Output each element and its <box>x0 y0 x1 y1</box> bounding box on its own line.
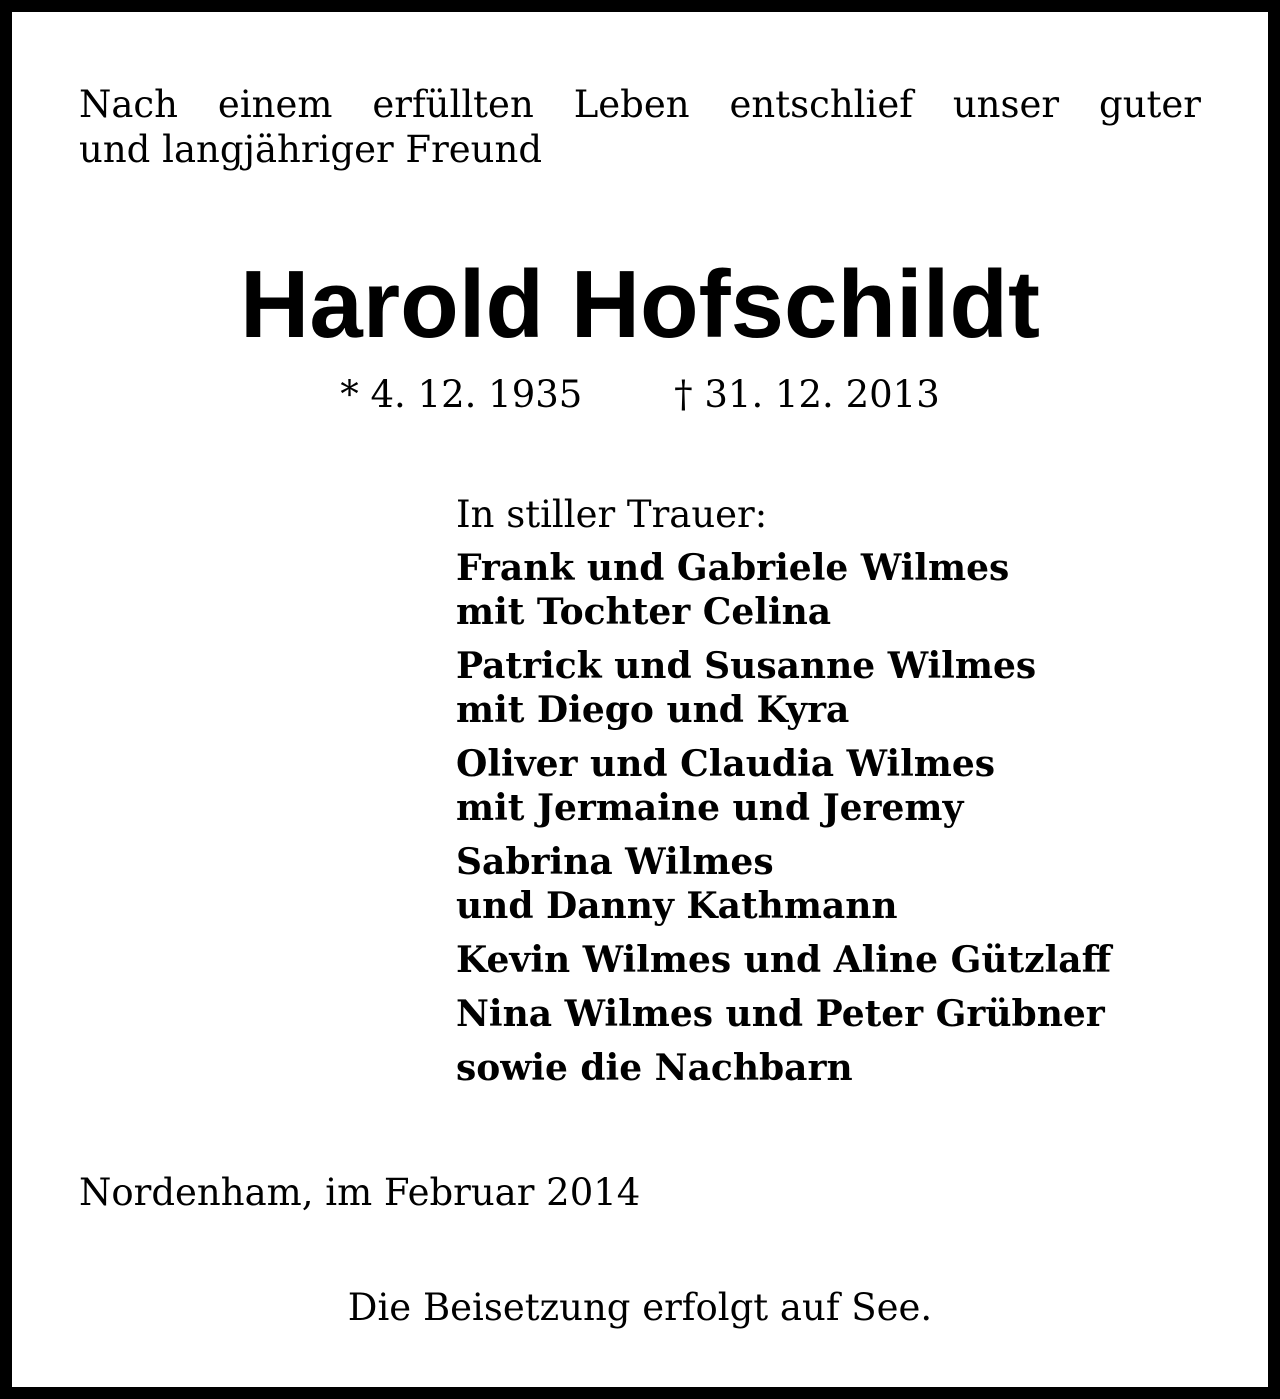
mourner-line: Oliver und Claudia Wilmes <box>456 743 996 785</box>
place-date: Nordenham, im Februar 2014 <box>79 1171 641 1214</box>
mourners-list <box>456 492 1216 1100</box>
mourner-group <box>456 742 1216 830</box>
mourner-line: mit Tochter Celina <box>456 591 832 633</box>
burial-note: Die Beisetzung erfolgt auf See. <box>347 1286 933 1329</box>
mourner-line: und Danny Kathmann <box>456 885 898 927</box>
mourner-group <box>456 1046 1216 1090</box>
intro-text <box>79 82 1201 172</box>
mourner-group <box>456 546 1216 634</box>
mourner-line: mit Diego und Kyra <box>456 689 850 731</box>
deceased-name: Harold Hofschildt <box>239 251 1040 358</box>
mourner-group <box>456 992 1216 1036</box>
mourning-label: In stiller Trauer: <box>456 493 768 536</box>
life-dates <box>12 372 1268 418</box>
mourner-group <box>456 938 1216 982</box>
intro-line: Nach einem erfüllten Leben entschlief unser guter <box>79 83 1201 126</box>
mourner-line: sowie die Nachbarn <box>456 1047 853 1089</box>
birth-date: * 4. 12. 1935 <box>340 373 583 416</box>
mourner-line: Nina Wilmes und Peter Grübner <box>456 993 1105 1035</box>
intro-line: und langjähriger Freund <box>79 128 543 171</box>
death-date: † 31. 12. 2013 <box>674 373 940 416</box>
mourner-group <box>456 644 1216 732</box>
mourner-line: Frank und Gabriele Wilmes <box>456 547 1010 589</box>
mourner-line: Kevin Wilmes und Aline Gützlaff <box>456 939 1112 981</box>
mourner-line: Sabrina Wilmes <box>456 841 774 883</box>
mourner-group <box>456 840 1216 928</box>
mourner-line: Patrick und Susanne Wilmes <box>456 645 1037 687</box>
mourner-line: mit Jermaine und Jeremy <box>456 787 964 829</box>
